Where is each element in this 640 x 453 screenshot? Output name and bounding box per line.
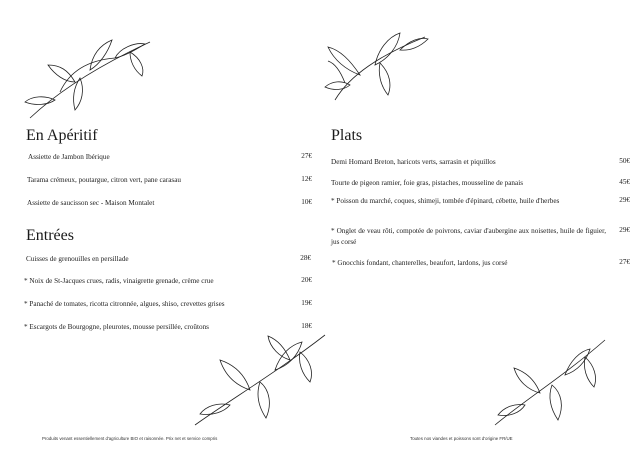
section-title-entrees: Entrées (26, 227, 74, 244)
menu-item: * Onglet de veau rôti, compotée de poivrons, caviar d'aubergine aux noisettes, huile de figuier, jus corsé (331, 227, 606, 246)
menu-item: Assiette de Jambon Ibérique (28, 153, 110, 161)
section-title-plats: Plats (331, 127, 363, 144)
leaf-illustration-bottom-left (190, 330, 330, 430)
menu-item-price: 18€ (301, 322, 312, 330)
leaf-illustration-top-right (320, 25, 430, 105)
footer-note-left: Produits venant essentiellement d'agriculture BIO et raisonnée. Prix net et service compris (42, 436, 218, 441)
menu-item-price: 50€ (619, 157, 630, 165)
menu-item-price: 28€ (300, 254, 311, 262)
menu-item-price: 29€ (619, 226, 630, 234)
menu-item: Assiette de saucisson sec - Maison Montalet (27, 199, 155, 207)
menu-item-price: 29€ (619, 196, 630, 204)
menu-item-price: 20€ (301, 276, 312, 284)
menu-item: * Gnocchis fondant, chanterelles, beaufort, lardons, jus corsé (332, 259, 508, 267)
menu-item-price: 45€ (619, 178, 630, 186)
menu-item: Cuisses de grenouilles en persillade (26, 255, 129, 263)
footer-note-right: Toutes nos viandes et poissons sont d'origine FR/UE (410, 436, 513, 441)
leaf-illustration-bottom-right (490, 335, 610, 430)
menu-item: Tourte de pigeon ramier, foie gras, pistaches, mousseline de panais (331, 179, 524, 187)
menu-item-price: 12€ (301, 175, 312, 183)
menu-item-price: 27€ (619, 258, 630, 266)
menu-item: * Noix de St-Jacques crues, radis, vinaigrette grenade, crème crue (24, 277, 214, 285)
menu-item: * Panaché de tomates, ricotta citronnée, algues, shiso, crevettes grises (24, 300, 225, 308)
leaf-illustration-top-left (20, 30, 155, 125)
menu-item: * Poisson du marché, coques, shimeji, tombée d'épinard, cébette, huile d'herbes (331, 197, 560, 205)
menu-item-price: 27€ (301, 152, 312, 160)
menu-item: * Escargots de Bourgogne, pleurotes, mousse persillée, croûtons (24, 323, 209, 331)
menu-item: Tarama crémeux, poutargue, citron vert, pane carasau (27, 176, 182, 184)
menu-item-price: 19€ (301, 299, 312, 307)
menu-item: Demi Homard Breton, haricots verts, sarrasin et piquillos (331, 158, 496, 166)
section-title-aperitif: En Apéritif (26, 127, 98, 144)
menu-item-price: 10€ (301, 198, 312, 206)
